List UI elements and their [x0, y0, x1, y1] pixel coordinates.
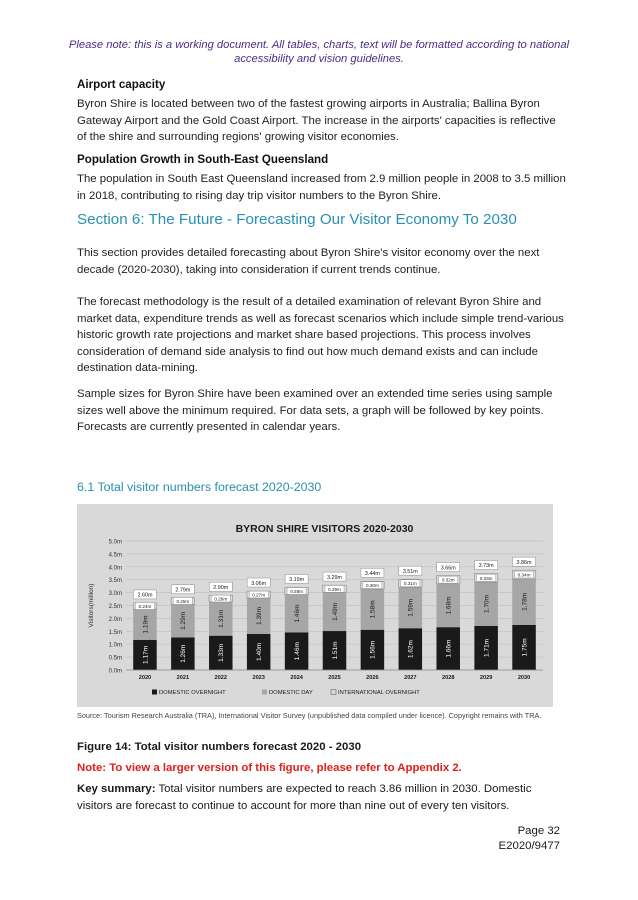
total-label: 3.66m [440, 565, 456, 572]
bar-data-label: 1.33m [218, 643, 226, 662]
x-tick-label: 2027 [404, 675, 417, 681]
bar-data-label: 1.78m [521, 592, 529, 611]
bar-data-label: 0.33m [479, 575, 493, 581]
x-tick-label: 2021 [176, 675, 190, 681]
airport-capacity-text: Byron Shire is located between two of the fastest growing airports in Australia; Ballina Byron Gateway Airport and the Gold Coast Airport. The increase in the airports' capacities is reflective of the shire and surrounding regions' growing visitor economies. [77, 98, 556, 143]
bar-data-label: 0.30m [366, 583, 379, 589]
total-label: 2.60m [137, 592, 153, 599]
bar-data-label: 0.31m [403, 581, 417, 587]
bar-data-label: 0.26m [214, 596, 228, 602]
x-tick-label: 2024 [290, 675, 303, 681]
figure-caption: Figure 14: Total visitor numbers forecast 2020 - 2030 [77, 741, 362, 753]
total-label: 3.73m [478, 563, 494, 570]
bar-data-label: 0.24m [138, 604, 152, 610]
bar-data-label: 1.59m [407, 598, 415, 617]
chart-source-note: Source: Tourism Research Australia (TRA), International Visitor Survey (unpublished data compiled under licence). Copyright remains with TRA. [77, 711, 542, 720]
total-label: 2.79m [175, 587, 191, 594]
bar-data-label: 1.70m [483, 594, 491, 613]
bar-data-label: 1.19m [142, 615, 150, 634]
bar-data-label: 1.26m [180, 644, 188, 663]
section-6-title: Section 6: The Future - Forecasting Our Visitor Economy To 2030 [77, 211, 517, 228]
x-tick-label: 2028 [442, 675, 455, 681]
bar-data-label: 1.66m [445, 639, 453, 658]
y-tick-label: 1.0m [108, 642, 122, 649]
bar-data-label: 1.46m [293, 604, 301, 623]
bar-data-label: 0.29m [328, 586, 341, 592]
total-label: 3.19m [289, 577, 305, 584]
working-document-notice: Please note: this is a working document. All tables, charts, text will be formatted according to national accessibility and vision guidelines. [68, 39, 570, 65]
x-tick-label: 2029 [479, 675, 493, 681]
bar-data-label: 1.49m [331, 602, 339, 621]
legend-swatch [262, 690, 267, 695]
y-tick-label: 4.5m [108, 552, 122, 559]
total-label: 3.51m [402, 568, 418, 575]
bar-data-label: 0.27m [252, 592, 266, 598]
x-tick-label: 2020 [138, 675, 152, 681]
page-number: Page 32 [517, 825, 560, 837]
bar-data-label: 1.31m [218, 609, 226, 628]
bar-data-label: 1.17m [142, 645, 150, 664]
key-summary-label: Key summary: [77, 783, 156, 795]
x-tick-label: 2025 [328, 675, 341, 681]
bar-data-label: 1.46m [293, 642, 301, 661]
legend-swatch [331, 690, 336, 695]
x-tick-label: 2030 [517, 675, 531, 681]
x-tick-label: 2023 [252, 675, 265, 681]
legend-entry: INTERNATIONAL OVERNIGHT [338, 690, 420, 696]
bar-data-label: 1.75m [521, 638, 529, 657]
legend-swatch [152, 690, 157, 695]
key-summary-text: Total visitor numbers are expected to reach 3.86 million in 2030. Domestic visitors are forecast to continue to account for more than nine out of every ten visitors. [77, 783, 532, 812]
y-tick-label: 0.0m [108, 668, 122, 675]
bar-data-label: 0.25m [176, 598, 190, 604]
total-label: 3.44m [364, 570, 380, 577]
bar-data-label: 0.34m [517, 572, 531, 578]
legend-entry: DOMESTIC DAY [269, 690, 313, 696]
y-tick-label: 4.0m [108, 565, 122, 572]
total-label: 3.29m [327, 574, 342, 581]
total-label: 3.86m [516, 559, 532, 566]
population-growth-heading: Population Growth in South-East Queensland [77, 153, 329, 166]
section-6-intro: This section provides detailed forecasting about Byron Shire's visitor economy over the next decade (2020-2030), taking into consideration if current trends continue. [77, 247, 540, 276]
bar-data-label: 1.58m [369, 600, 377, 619]
bar-data-label: 1.62m [407, 640, 415, 659]
y-tick-label: 3.0m [108, 591, 122, 598]
population-growth-text: The population in South East Queensland increased from 2.9 million people in 2008 to 3.5 million in 2018, contributing to rising day trip visitor numbers to the Byron Shire. [77, 173, 566, 202]
visitors-chart-svg [77, 504, 553, 707]
key-summary [77, 781, 567, 814]
y-tick-label: 2.5m [108, 604, 122, 610]
x-tick-label: 2026 [366, 675, 379, 681]
total-label: 2.90m [213, 584, 229, 591]
x-tick-label: 2022 [214, 675, 227, 681]
bar-data-label: 0.28m [290, 589, 303, 595]
bar-data-label: 1.40m [255, 642, 263, 661]
y-tick-label: 1.5m [108, 629, 122, 636]
y-tick-label: 3.5m [108, 578, 122, 585]
section-6-sample-sizes: Sample sizes for Byron Shire have been examined over an extended time series using sample sizes well above the minimum required. For data sets, a graph will be followed by key points. Forecasts are currently presented in calendar years. [77, 388, 553, 433]
subsection-6-1-title: 6.1 Total visitor numbers forecast 2020-2030 [77, 480, 322, 494]
y-axis-label: Visitors(million) [88, 583, 95, 628]
bar-data-label: 1.39m [255, 606, 263, 625]
bar-data-label: 1.68m [445, 596, 453, 615]
bar-data-label: 0.32m [441, 577, 455, 583]
total-label: 3.06m [251, 580, 267, 587]
visitors-chart [77, 504, 553, 707]
y-tick-label: 0.5m [108, 655, 122, 662]
y-tick-label: 2.0m [108, 616, 122, 623]
bar-data-label: 1.29m [180, 611, 188, 630]
appendix-note: Note: To view a larger version of this figure, please refer to Appendix 2. [77, 762, 462, 774]
airport-capacity-heading: Airport capacity [77, 78, 166, 91]
bar-data-label: 1.71m [483, 638, 491, 657]
y-tick-label: 5.0m [108, 539, 122, 546]
section-6-methodology: The forecast methodology is the result of a detailed examination of relevant Byron Shire and market data, expenditure trends as well as forecast scenarios which include simple trend-various historic growth rate projections and market share based projections. This process involves consideration of demand side analysis to find out how much demand exists and can include destination data-mining. [77, 296, 564, 374]
bar-data-label: 1.51m [331, 641, 339, 660]
document-reference: E2020/9477 [498, 839, 560, 852]
legend-entry: DOMESTIC OVERNIGHT [159, 690, 226, 696]
bar-data-label: 1.56m [369, 640, 377, 659]
page-footer [499, 824, 560, 853]
chart-title: BYRON SHIRE VISITORS 2020-2030 [235, 523, 414, 535]
